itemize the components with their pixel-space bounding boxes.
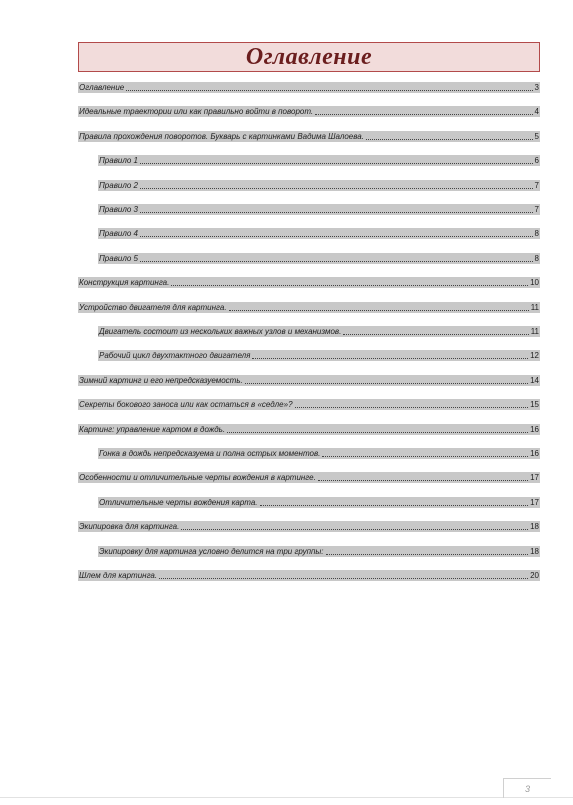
toc-entry-label: Отличительные черты вождения карта.: [99, 497, 258, 507]
toc-entry-label: Особенности и отличительные черты вождения в картинге.: [79, 473, 316, 483]
toc-title: Оглавление: [245, 43, 373, 70]
toc-entry-label: Рабочий цикл двухтактного двигателя: [99, 351, 251, 361]
toc-entry[interactable]: [98, 155, 540, 166]
toc-dot-leader: [343, 334, 528, 335]
toc-dot-leader: [140, 261, 533, 262]
toc-entry-label: Шлем для картинга.: [79, 571, 158, 580]
toc-entry[interactable]: [98, 350, 540, 361]
toc-entry-label: Гонка в дождь непредсказуема и полна острых моментов.: [99, 449, 321, 458]
toc-entry-page: 11: [530, 302, 539, 312]
toc-entry-page: 8: [534, 253, 539, 263]
toc-dot-leader: [245, 383, 528, 384]
toc-entry-page: 7: [534, 180, 539, 190]
toc-entry-label: Оглавление: [79, 83, 125, 92]
toc-entry-page: 4: [534, 107, 539, 117]
toc-title-box: [78, 42, 540, 72]
toc-dot-leader: [140, 163, 533, 164]
page-number: 3: [524, 783, 530, 794]
toc-dot-leader: [227, 432, 528, 433]
toc-dot-leader: [159, 578, 528, 579]
toc-dot-leader: [181, 529, 528, 530]
toc-entry-page: 15: [530, 400, 539, 410]
toc-entry[interactable]: [78, 277, 540, 288]
toc-entry[interactable]: [98, 204, 540, 215]
toc-entry-label: Идеальные траектории или как правильно войти в поворот.: [79, 107, 314, 117]
toc-dot-leader: [126, 90, 532, 91]
toc-dot-leader: [318, 480, 528, 481]
toc-entry[interactable]: [98, 228, 540, 239]
footer-divider: [0, 797, 573, 798]
toc-entry[interactable]: [78, 375, 540, 386]
toc-dot-leader: [366, 139, 533, 140]
toc-entry-page: 20: [530, 571, 539, 580]
toc-entry-page: 14: [530, 375, 539, 385]
toc-dot-leader: [322, 456, 528, 457]
page-number-box: [503, 778, 551, 798]
toc-entry[interactable]: [98, 497, 540, 508]
toc-entry-label: Устройство двигателя для картинга.: [79, 302, 227, 312]
toc-entry-page: 12: [530, 351, 539, 361]
toc-entry-label: Правило 4: [99, 229, 138, 239]
toc-entry-page: 16: [530, 449, 539, 458]
toc-entry[interactable]: [98, 448, 540, 459]
toc-dot-leader: [140, 212, 533, 213]
toc-entry[interactable]: [78, 521, 540, 532]
toc-entry[interactable]: [78, 472, 540, 483]
toc-dot-leader: [140, 236, 533, 237]
toc-dot-leader: [295, 407, 529, 408]
toc-dot-leader: [260, 505, 529, 506]
toc-entry-label: Конструкция картинга.: [79, 278, 170, 288]
toc-entry-page: 11: [530, 327, 539, 336]
toc-entry-page: 7: [534, 205, 539, 214]
toc-dot-leader: [315, 114, 532, 115]
toc-dot-leader: [140, 188, 533, 189]
toc-entry-page: 8: [534, 229, 539, 239]
toc-entry-label: Картинг: управление картом в дождь.: [79, 424, 226, 434]
toc-entry[interactable]: [98, 180, 540, 191]
toc-entry[interactable]: [98, 326, 540, 337]
toc-dot-leader: [252, 358, 528, 359]
toc-entry-label: Правила прохождения поворотов. Букварь с картинками Вадима Шалоева.: [79, 131, 364, 141]
toc-entry-label: Правило 5: [99, 253, 138, 263]
toc-entry-page: 5: [534, 131, 539, 141]
toc-entry-label: Двигатель состоит из нескольких важных узлов и механизмов.: [99, 327, 342, 336]
toc-entry[interactable]: [78, 302, 540, 313]
toc-entry[interactable]: [78, 131, 540, 142]
toc-entry[interactable]: [78, 424, 540, 435]
toc-entry[interactable]: [78, 399, 540, 410]
toc-entry-page: 3: [534, 83, 539, 92]
toc-entry-page: 17: [530, 473, 539, 483]
toc-entry-label: Экипировку для картинга условно делится на три группы:: [99, 546, 324, 556]
toc-entry[interactable]: [78, 106, 540, 117]
toc-entry[interactable]: [78, 82, 540, 93]
toc-entry-page: 17: [530, 497, 539, 507]
toc-entry-label: Правило 1: [99, 156, 138, 166]
toc-entry[interactable]: [98, 546, 540, 557]
toc-dot-leader: [171, 285, 528, 286]
toc-entry[interactable]: [78, 570, 540, 581]
toc-entry-page: 6: [534, 156, 539, 166]
toc-dot-leader: [229, 310, 529, 311]
toc-dot-leader: [326, 554, 529, 555]
toc-entry-label: Правило 2: [99, 180, 138, 190]
toc-entry-label: Секреты бокового заноса или как остаться в «седле»?: [79, 400, 293, 410]
toc-entry-label: Экипировка для картинга.: [79, 522, 180, 532]
toc-entry-label: Правило 3: [99, 205, 138, 214]
toc-entry[interactable]: [98, 253, 540, 264]
toc-entry-page: 18: [530, 546, 539, 556]
toc-entry-page: 16: [530, 424, 539, 434]
toc-entry-page: 10: [530, 278, 539, 288]
toc-entry-label: Зимний картинг и его непредсказуемость.: [79, 375, 243, 385]
toc-entry-page: 18: [530, 522, 539, 532]
